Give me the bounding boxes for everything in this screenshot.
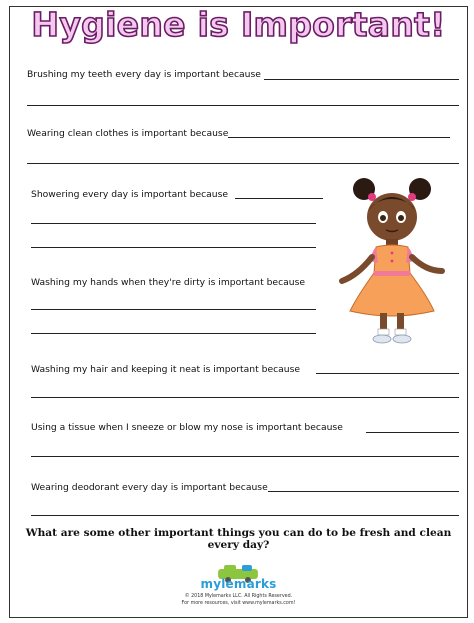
answer-line[interactable] [31,247,316,248]
answer-line[interactable] [31,515,459,516]
question-4: Washing my hands when they're dirty is important because [31,277,306,288]
answer-line[interactable] [31,333,316,334]
question-1: Brushing my teeth every day is important because [27,69,261,80]
question-6: Using a tissue when I sneeze or blow my nose is important because [31,422,343,433]
question-7: Wearing deodorant every day is important because [31,482,268,493]
answer-line[interactable] [268,491,459,492]
answer-line[interactable] [366,432,459,433]
answer-line[interactable] [27,163,459,164]
answer-line[interactable] [264,79,459,80]
question-5: Washing my hair and keeping it neat is important because [31,364,301,375]
answer-line[interactable] [316,373,459,374]
answer-line[interactable] [235,198,323,199]
answer-line[interactable] [31,309,316,310]
answer-line[interactable] [31,456,459,457]
question-2: Wearing clean clothes is important because [27,128,229,139]
answer-line[interactable] [27,105,459,106]
worksheet-page [9,6,468,618]
copyright-notice: © 2018 Mylemarks LLC. All Rights Reserved. [184,594,293,599]
worksheet-title: Hygiene is Important! [31,5,446,44]
answer-line[interactable] [31,397,459,398]
question-3: Showering every day is important because [31,189,229,200]
resources-notice: For more resources, visit www.mylemarks.com! [181,601,296,606]
girl-illustration [328,177,456,347]
closing-question: What are some other important things you can do to be fresh and clean every day? [25,527,452,551]
answer-line[interactable] [228,137,450,138]
brand-name: mylemarks [200,577,277,591]
answer-line[interactable] [31,223,316,224]
